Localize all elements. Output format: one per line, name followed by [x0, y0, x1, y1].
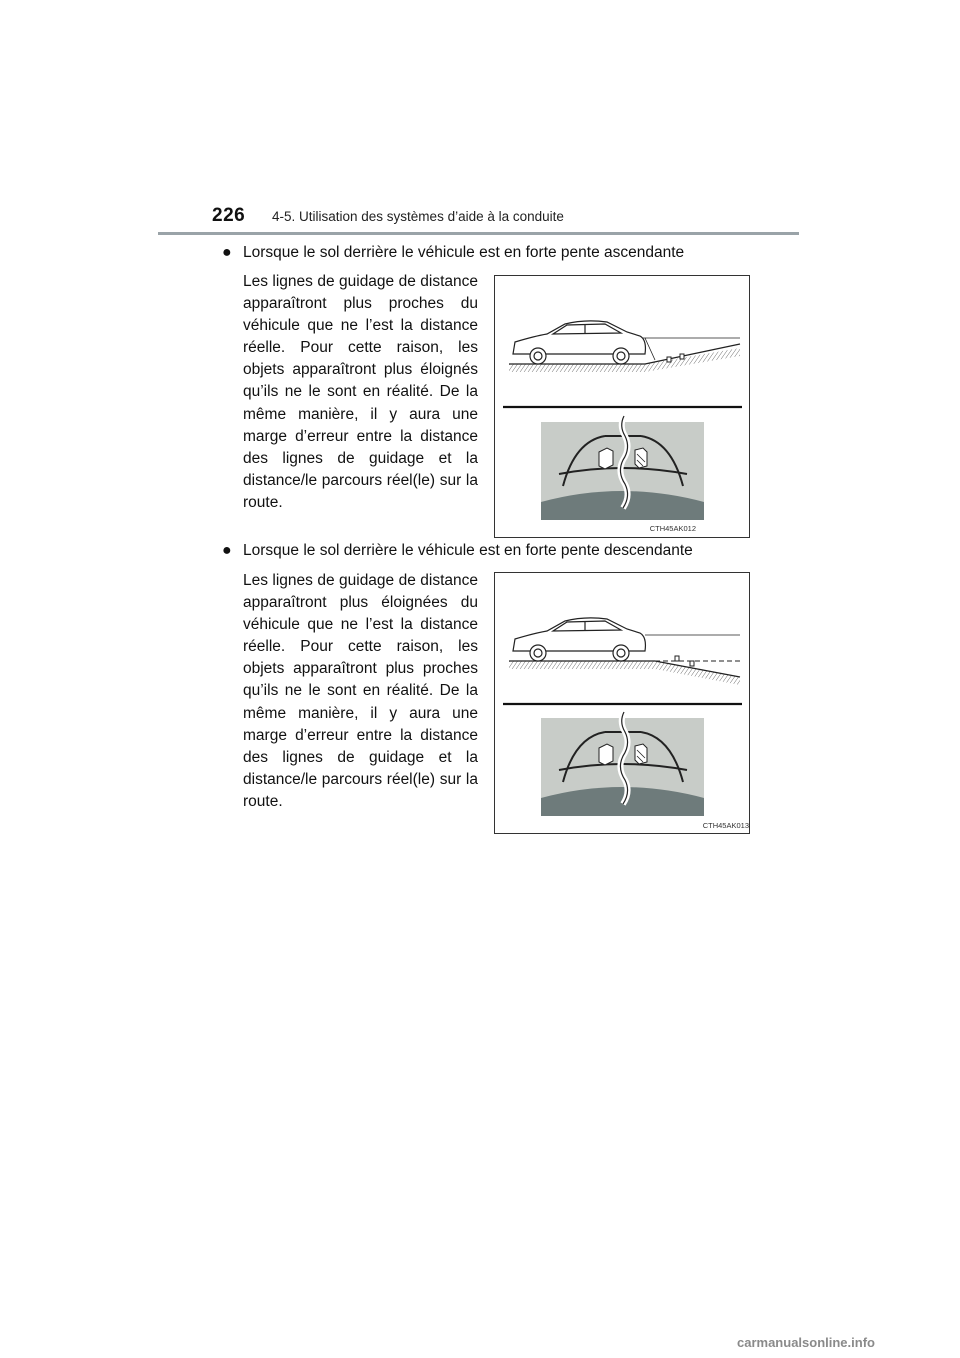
downhill-illustration [495, 573, 749, 833]
paragraph-uphill: Les lignes de guidage de distance apparaîtront plus proches du véhicule que ne l’est la distance réelle. Pour cette raison, les objets apparaîtront plus éloignés qu’ils ne le sont en réalité. De la même manière, il y aura une marge d’erreur entre la distance des lignes de guidage et la distance/le parcours réel(le) sur la route. [243, 273, 478, 511]
figure-uphill [494, 275, 750, 538]
header-rule [158, 232, 799, 235]
marker-icon [667, 357, 671, 362]
heading-text: Lorsque le sol derrière le véhicule est en forte pente descendante [243, 542, 693, 559]
ground-hatch [509, 661, 740, 685]
bullet-icon: ● [222, 542, 232, 559]
marker-icon [675, 656, 679, 661]
figure-downhill [494, 572, 750, 834]
marker-icon [690, 661, 694, 666]
page-number: 226 [212, 205, 246, 226]
paragraph-downhill: Les lignes de guidage de distance apparaîtront plus éloignées du véhicule que ne l’est la distance réelle. Pour cette raison, les objets apparaîtront plus proches qu’ils ne le sont en réalité. De la même manière, il y aura une marge d’erreur entre la distance des lignes de guidage et la distance/le parcours réel(le) sur la route. [243, 572, 478, 810]
bullet-heading-uphill [222, 243, 684, 263]
marker-icon [680, 354, 684, 359]
watermark: carmanualsonline.info [737, 1335, 875, 1350]
car-icon [513, 321, 645, 364]
bullet-heading-downhill [222, 541, 693, 561]
bullet-icon: ● [222, 244, 232, 261]
figure-code: CTH45AK013 [702, 821, 749, 830]
section-title: 4-5. Utilisation des systèmes d’aide à la conduite [272, 209, 564, 224]
figure-code: CTH45AK012 [649, 524, 696, 533]
heading-text: Lorsque le sol derrière le véhicule est en forte pente ascendante [243, 244, 685, 261]
car-icon [513, 618, 645, 661]
uphill-illustration [495, 276, 749, 537]
